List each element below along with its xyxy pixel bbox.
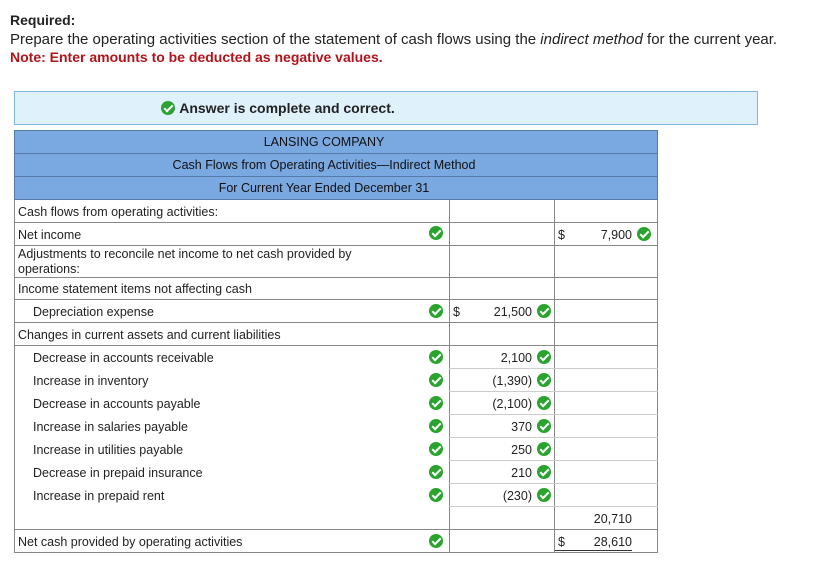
row-income-items: Income statement items not affecting cash [18,282,252,296]
instruction-italic: indirect method [540,31,643,48]
value-utilities-payable[interactable]: 250 [511,443,532,457]
check-icon [537,396,551,410]
grid-line [449,414,658,415]
grid-line [14,200,15,553]
row-salaries-payable: Increase in salaries payable [33,420,188,434]
grid-line [14,299,658,300]
grid-line [14,322,658,323]
row-accounts-payable: Decrease in accounts payable [33,397,201,411]
statement-title-text: Cash Flows from Operating Activities—Indirect Method [172,158,476,172]
grid-line [14,345,658,346]
row-cf-from-ops: Cash flows from operating activities: [18,205,219,219]
company-name: LANSING COMPANY [263,135,385,149]
currency-sign: $ [558,228,565,242]
answer-status-text: Answer is complete and correct. [179,100,395,116]
statement-company [14,130,658,154]
statement-title [14,153,658,177]
grid-line [449,483,658,484]
row-inventory: Increase in inventory [33,374,149,388]
value-prepaid-rent[interactable]: (230) [502,489,532,503]
row-adjustments-cont: operations: [18,262,80,276]
grid-line [14,529,658,530]
required-title: Required: [10,12,76,28]
grid-line [14,245,658,246]
check-icon [429,396,443,410]
grid-line [14,552,658,553]
check-icon [429,226,443,240]
check-icon [537,350,551,364]
value-net-income[interactable]: 7,900 [600,228,632,242]
check-icon [537,373,551,387]
total-underline [555,550,632,551]
note-text: Note: Enter amounts to be deducted as negative values. [10,49,383,65]
statement-period [14,176,658,200]
check-icon [537,442,551,456]
grid-line [14,222,658,223]
statement-period-text: For Current Year Ended December 31 [218,181,430,195]
check-icon [429,350,443,364]
check-icon [429,442,443,456]
check-icon [161,101,175,115]
check-icon [429,304,443,318]
check-icon [429,419,443,433]
value-accounts-payable[interactable]: (2,100) [492,397,532,411]
row-adjustments: Adjustments to reconcile net income to net cash provided by [18,247,352,261]
check-icon [537,419,551,433]
value-depreciation[interactable]: 21,500 [493,305,532,319]
row-accounts-receivable: Decrease in accounts receivable [33,351,214,365]
row-net-income: Net income [18,228,82,242]
currency-sign: $ [558,535,565,549]
grid-line [449,506,658,507]
value-prepaid-insurance[interactable]: 210 [511,466,532,480]
check-icon [537,465,551,479]
grid-line [554,200,555,553]
check-icon [429,534,443,548]
grid-line [449,368,658,369]
check-icon [429,373,443,387]
grid-line [449,391,658,392]
currency-sign: $ [453,305,460,319]
grid-line [449,437,658,438]
answer-status-banner [14,91,758,125]
check-icon [637,227,651,241]
check-icon [537,488,551,502]
instruction-part-2: for the current year. [642,31,778,48]
instruction-part-1: Prepare the operating activities section of the statement of cash flows using the [10,31,541,48]
check-icon [429,465,443,479]
grid-line [449,460,658,461]
instruction-text [10,31,777,48]
grid-line [657,200,658,553]
grid-line [14,277,658,278]
value-net-cash: 28,610 [593,535,632,549]
row-depreciation: Depreciation expense [33,305,154,319]
row-prepaid-insurance: Decrease in prepaid insurance [33,466,203,480]
check-icon [429,488,443,502]
value-accounts-receivable[interactable]: 2,100 [500,351,532,365]
value-salaries-payable[interactable]: 370 [511,420,532,434]
row-changes: Changes in current assets and current liabilities [18,328,281,342]
row-utilities-payable: Increase in utilities payable [33,443,184,457]
check-icon [537,304,551,318]
grid-line [449,200,450,553]
value-total-adjustments: 20,710 [593,512,632,526]
row-net-cash: Net cash provided by operating activities [18,535,243,549]
row-prepaid-rent: Increase in prepaid rent [33,489,165,503]
value-inventory[interactable]: (1,390) [492,374,532,388]
